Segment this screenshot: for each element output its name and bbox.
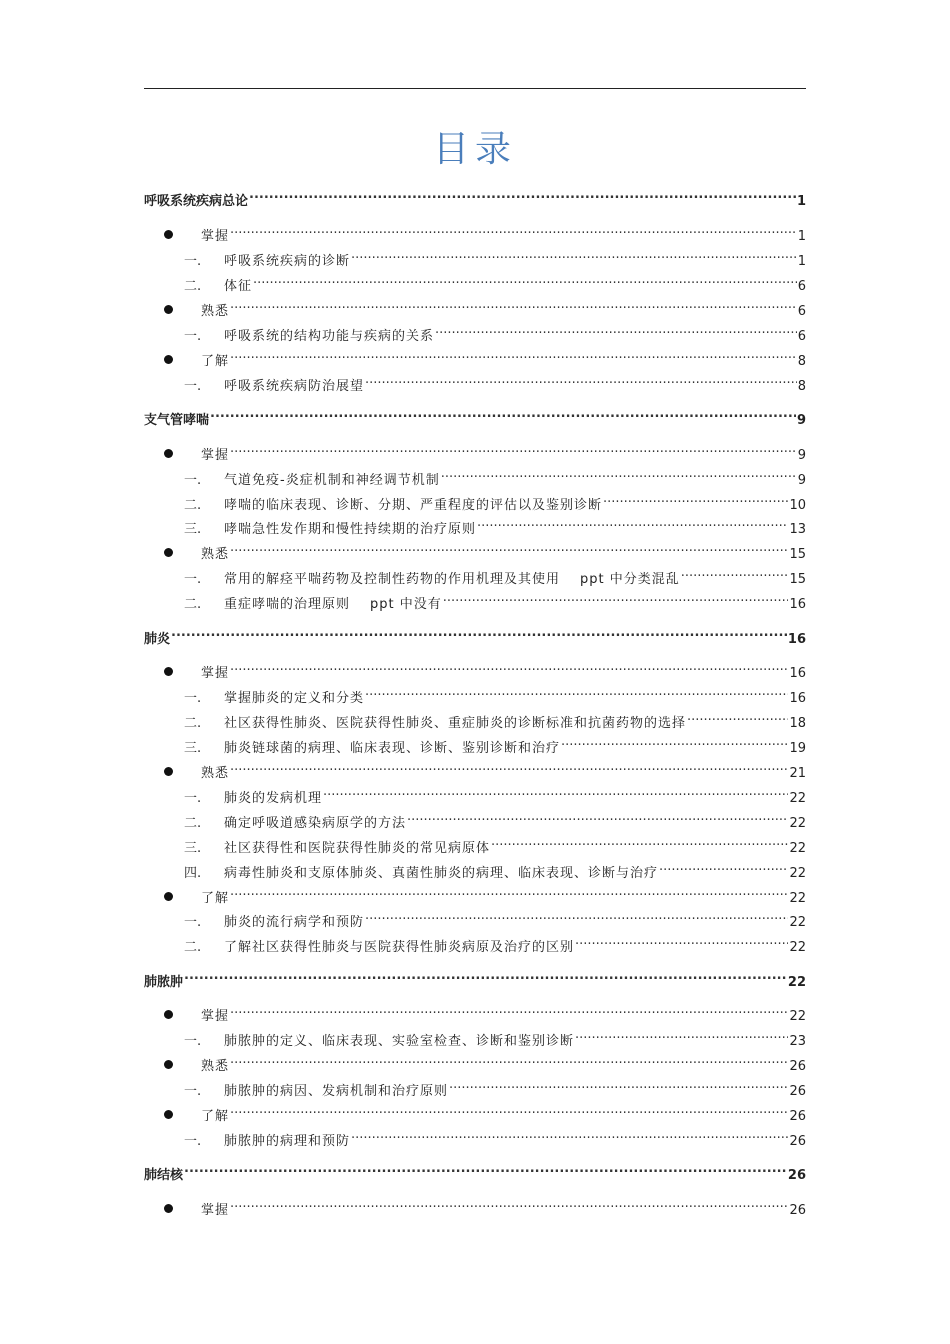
header-rule [144, 88, 806, 89]
dot-leader [230, 538, 788, 558]
dot-leader [449, 1075, 788, 1095]
toc-entry[interactable] [144, 682, 806, 709]
toc-entry-label: 肺脓肿的病理和预防 [224, 1134, 351, 1149]
toc-entry-label: 呼吸系统疾病总论 [144, 194, 249, 209]
toc-entry[interactable] [144, 707, 806, 734]
dot-leader [210, 404, 796, 424]
dot-leader [443, 588, 789, 608]
page-title: 目录 [432, 129, 517, 170]
bullet-icon [164, 892, 173, 901]
toc-page-number: 16 [789, 597, 806, 612]
toc-entry[interactable] [144, 563, 806, 590]
toc-entry-number: 二. [184, 279, 202, 294]
toc-page-number: 9 [797, 473, 806, 488]
toc-page-number: 9 [796, 413, 806, 428]
toc-entry-label: 哮喘急性发作期和慢性持续期的治疗原则 [224, 522, 477, 537]
toc-page-number: 6 [797, 279, 806, 294]
dot-leader [351, 245, 797, 265]
toc-entry-label: 了解 [201, 1109, 230, 1124]
toc-page-number: 22 [789, 841, 806, 856]
toc-entry[interactable] [144, 185, 806, 212]
dot-leader [249, 185, 796, 205]
toc-entry[interactable] [144, 1100, 806, 1127]
toc-page-number: 13 [789, 522, 806, 537]
toc-entry-number: 一. [184, 254, 202, 269]
bullet-icon [164, 1060, 173, 1069]
bullet-icon [164, 767, 173, 776]
toc-entry-number: 二. [184, 716, 202, 731]
toc-page-number: 22 [789, 791, 806, 806]
toc-entry[interactable] [144, 245, 806, 272]
dot-leader [687, 707, 788, 727]
bullet-icon [164, 305, 173, 314]
toc-entry-number: 一. [184, 473, 202, 488]
bullet-icon [164, 355, 173, 364]
toc-entry-label: 气道免疫-炎症机制和神经调节机制 [224, 473, 440, 488]
toc-entry-label: 重症哮喘的治理原则 [224, 597, 351, 612]
dot-leader [575, 1025, 788, 1045]
toc-entry-number: 二. [184, 498, 202, 513]
toc-entry-number: 一. [184, 572, 202, 587]
bullet-icon [164, 548, 173, 557]
toc-page-number: 16 [789, 691, 806, 706]
toc-entry-label: 体征 [224, 279, 253, 294]
toc-page-number: 22 [789, 940, 806, 955]
toc-page-number: 15 [789, 547, 806, 562]
toc-entry-number: 三. [184, 841, 202, 856]
toc-entry[interactable] [144, 1194, 806, 1221]
toc-page-number: 26 [789, 1134, 806, 1149]
toc-entry[interactable] [144, 757, 806, 784]
toc-entry[interactable] [144, 931, 806, 958]
toc-page-number: 8 [797, 379, 806, 394]
toc-entry-number: 二. [184, 816, 202, 831]
dot-leader [230, 1000, 788, 1020]
toc-entry-label: 肺脓肿的病因、发病机制和治疗原则 [224, 1084, 449, 1099]
toc-entry-label: 掌握 [201, 1009, 230, 1024]
toc-entry-number: 四. [184, 866, 202, 881]
toc-entry-number: 三. [184, 522, 202, 537]
toc-page-number: 22 [787, 975, 806, 990]
toc-entry[interactable] [144, 538, 806, 565]
dot-leader [253, 270, 797, 290]
toc-entry[interactable] [144, 464, 806, 491]
toc-entry[interactable] [144, 857, 806, 884]
toc-entry[interactable] [144, 489, 806, 516]
toc-entry[interactable] [144, 588, 806, 615]
toc-page-number: 26 [789, 1109, 806, 1124]
dot-leader [561, 732, 788, 752]
toc-entry-label: 病毒性肺炎和支原体肺炎、真菌性肺炎的病理、临床表现、诊断与治疗 [224, 866, 659, 881]
toc-entry-label: 肺炎的流行病学和预防 [224, 915, 365, 930]
dot-leader [230, 757, 788, 777]
toc-page-number: 19 [789, 741, 806, 756]
toc-entry-label: 常用的解痉平喘药物及控制性药物的作用机理及其使用 [224, 572, 561, 587]
toc-entry[interactable] [144, 404, 806, 431]
toc-entry-label: 熟悉 [201, 547, 230, 562]
toc-entry-number: 二. [184, 597, 202, 612]
dot-leader [230, 439, 797, 459]
toc-entry-label: 确定呼吸道感染病原学的方法 [224, 816, 407, 831]
toc-entry-label: 社区获得性和医院获得性肺炎的常见病原体 [224, 841, 491, 856]
dot-leader [659, 857, 788, 877]
toc-entry-label: 肺脓肿 [144, 975, 184, 990]
dot-leader [365, 370, 797, 390]
dot-leader [184, 1159, 787, 1179]
dot-leader [230, 295, 797, 315]
toc-entry-label: 支气管哮喘 [144, 413, 210, 428]
toc-entry[interactable] [144, 320, 806, 347]
dot-leader [441, 464, 797, 484]
toc-entry-label: 掌握肺炎的定义和分类 [224, 691, 365, 706]
toc-entry[interactable] [144, 295, 806, 322]
toc-entry-number: 一. [184, 329, 202, 344]
toc-page-number: 26 [789, 1084, 806, 1099]
toc-entry-label: 肺炎 [144, 632, 171, 647]
dot-leader [171, 623, 787, 643]
dot-leader [230, 1050, 788, 1070]
toc-entry-label: 了解 [201, 354, 230, 369]
bullet-icon [164, 449, 173, 458]
toc-entry[interactable] [144, 1025, 806, 1052]
toc-page-number: 15 [789, 572, 806, 587]
toc-entry-label: 呼吸系统疾病防治展望 [224, 379, 365, 394]
toc-entry[interactable] [144, 732, 806, 759]
toc-page-number: 10 [789, 498, 806, 513]
dot-leader [323, 782, 788, 802]
dot-leader [477, 513, 788, 533]
toc-entry-label: 了解 [201, 891, 230, 906]
dot-leader [230, 220, 797, 240]
toc-entry[interactable] [144, 906, 806, 933]
toc-entry[interactable] [144, 345, 806, 372]
bullet-icon [164, 1204, 173, 1213]
toc-entry-label: 掌握 [201, 448, 230, 463]
toc-entry-label: 呼吸系统疾病的诊断 [224, 254, 351, 269]
toc-entry[interactable] [144, 1000, 806, 1027]
dot-leader [603, 489, 788, 509]
dot-leader [491, 832, 788, 852]
bullet-icon [164, 230, 173, 239]
toc-page-number: 23 [789, 1034, 806, 1049]
toc-entry[interactable] [144, 1125, 806, 1152]
dot-leader [230, 657, 788, 677]
toc-entry-number: 三. [184, 741, 202, 756]
dot-leader [681, 563, 789, 583]
toc-entry[interactable] [144, 966, 806, 993]
dot-leader [230, 1100, 788, 1120]
toc-page-number: 1 [797, 254, 806, 269]
toc-entry[interactable] [144, 782, 806, 809]
toc-entry[interactable] [144, 370, 806, 397]
toc-page-number: 1 [796, 194, 806, 209]
toc-entry-label: 了解社区获得性肺炎与医院获得性肺炎病原及治疗的区别 [224, 940, 575, 955]
toc-page-number: 1 [797, 229, 806, 244]
toc-page-number: 18 [789, 716, 806, 731]
toc-page-number: 26 [789, 1203, 806, 1218]
toc-page-number: 22 [789, 816, 806, 831]
toc-entry-note: ppt 中分类混乱 [580, 572, 680, 587]
toc-entry-number: 一. [184, 379, 202, 394]
bullet-icon [164, 1010, 173, 1019]
toc-page-number: 16 [789, 666, 806, 681]
toc-page-number: 22 [789, 866, 806, 881]
toc-entry[interactable] [144, 270, 806, 297]
toc-entry-number: 一. [184, 691, 202, 706]
dot-leader [351, 1125, 788, 1145]
toc-entry-label: 肺炎链球菌的病理、临床表现、诊断、鉴别诊断和治疗 [224, 741, 561, 756]
toc-page-number: 26 [787, 1168, 806, 1183]
toc-entry-label: 肺脓肿的定义、临床表现、实验室检查、诊断和鉴别诊断 [224, 1034, 575, 1049]
toc-entry[interactable] [144, 220, 806, 247]
dot-leader [365, 682, 788, 702]
toc-page-number: 26 [789, 1059, 806, 1074]
dot-leader [407, 807, 788, 827]
toc-entry-number: 一. [184, 915, 202, 930]
toc-entry-number: 一. [184, 1134, 202, 1149]
dot-leader [230, 345, 797, 365]
toc-entry-label: 掌握 [201, 666, 230, 681]
toc-entry[interactable] [144, 882, 806, 909]
toc-entry-number: 一. [184, 1034, 202, 1049]
toc-entry[interactable] [144, 807, 806, 834]
toc-page-number: 6 [797, 304, 806, 319]
toc-page-number: 22 [789, 1009, 806, 1024]
toc-entry-number: 一. [184, 791, 202, 806]
dot-leader [435, 320, 797, 340]
toc-entry[interactable] [144, 1050, 806, 1077]
toc-entry-note: ppt 中没有 [370, 597, 442, 612]
toc-page-number: 22 [789, 891, 806, 906]
toc-page-number: 21 [789, 766, 806, 781]
toc-entry-label: 掌握 [201, 1203, 230, 1218]
dot-leader [230, 1194, 788, 1214]
toc-entry-label: 哮喘的临床表现、诊断、分期、严重程度的评估以及鉴别诊断 [224, 498, 603, 513]
bullet-icon [164, 1110, 173, 1119]
dot-leader [365, 906, 788, 926]
toc-entry-label: 呼吸系统的结构功能与疾病的关系 [224, 329, 435, 344]
toc-page-number: 9 [797, 448, 806, 463]
toc-page-number: 8 [797, 354, 806, 369]
toc-page-number: 16 [787, 632, 806, 647]
toc-entry[interactable] [144, 1159, 806, 1186]
dot-leader [575, 931, 788, 951]
toc-entry[interactable] [144, 657, 806, 684]
dot-leader [184, 966, 787, 986]
toc-entry-number: 二. [184, 940, 202, 955]
toc-entry-label: 熟悉 [201, 1059, 230, 1074]
bullet-icon [164, 667, 173, 676]
toc-entry-label: 肺结核 [144, 1168, 184, 1183]
toc-entry[interactable] [144, 513, 806, 540]
toc-page-number: 6 [797, 329, 806, 344]
toc-entry-number: 一. [184, 1084, 202, 1099]
toc-entry[interactable] [144, 439, 806, 466]
toc-entry-label: 社区获得性肺炎、医院获得性肺炎、重症肺炎的诊断标准和抗菌药物的选择 [224, 716, 687, 731]
toc-entry-label: 掌握 [201, 229, 230, 244]
dot-leader [230, 882, 788, 902]
toc-entry-label: 熟悉 [201, 304, 230, 319]
toc-entry[interactable] [144, 1075, 806, 1102]
toc-entry[interactable] [144, 832, 806, 859]
toc-entry[interactable] [144, 623, 806, 650]
toc-entry-label: 熟悉 [201, 766, 230, 781]
toc-entry-label: 肺炎的发病机理 [224, 791, 323, 806]
toc-page-number: 22 [789, 915, 806, 930]
